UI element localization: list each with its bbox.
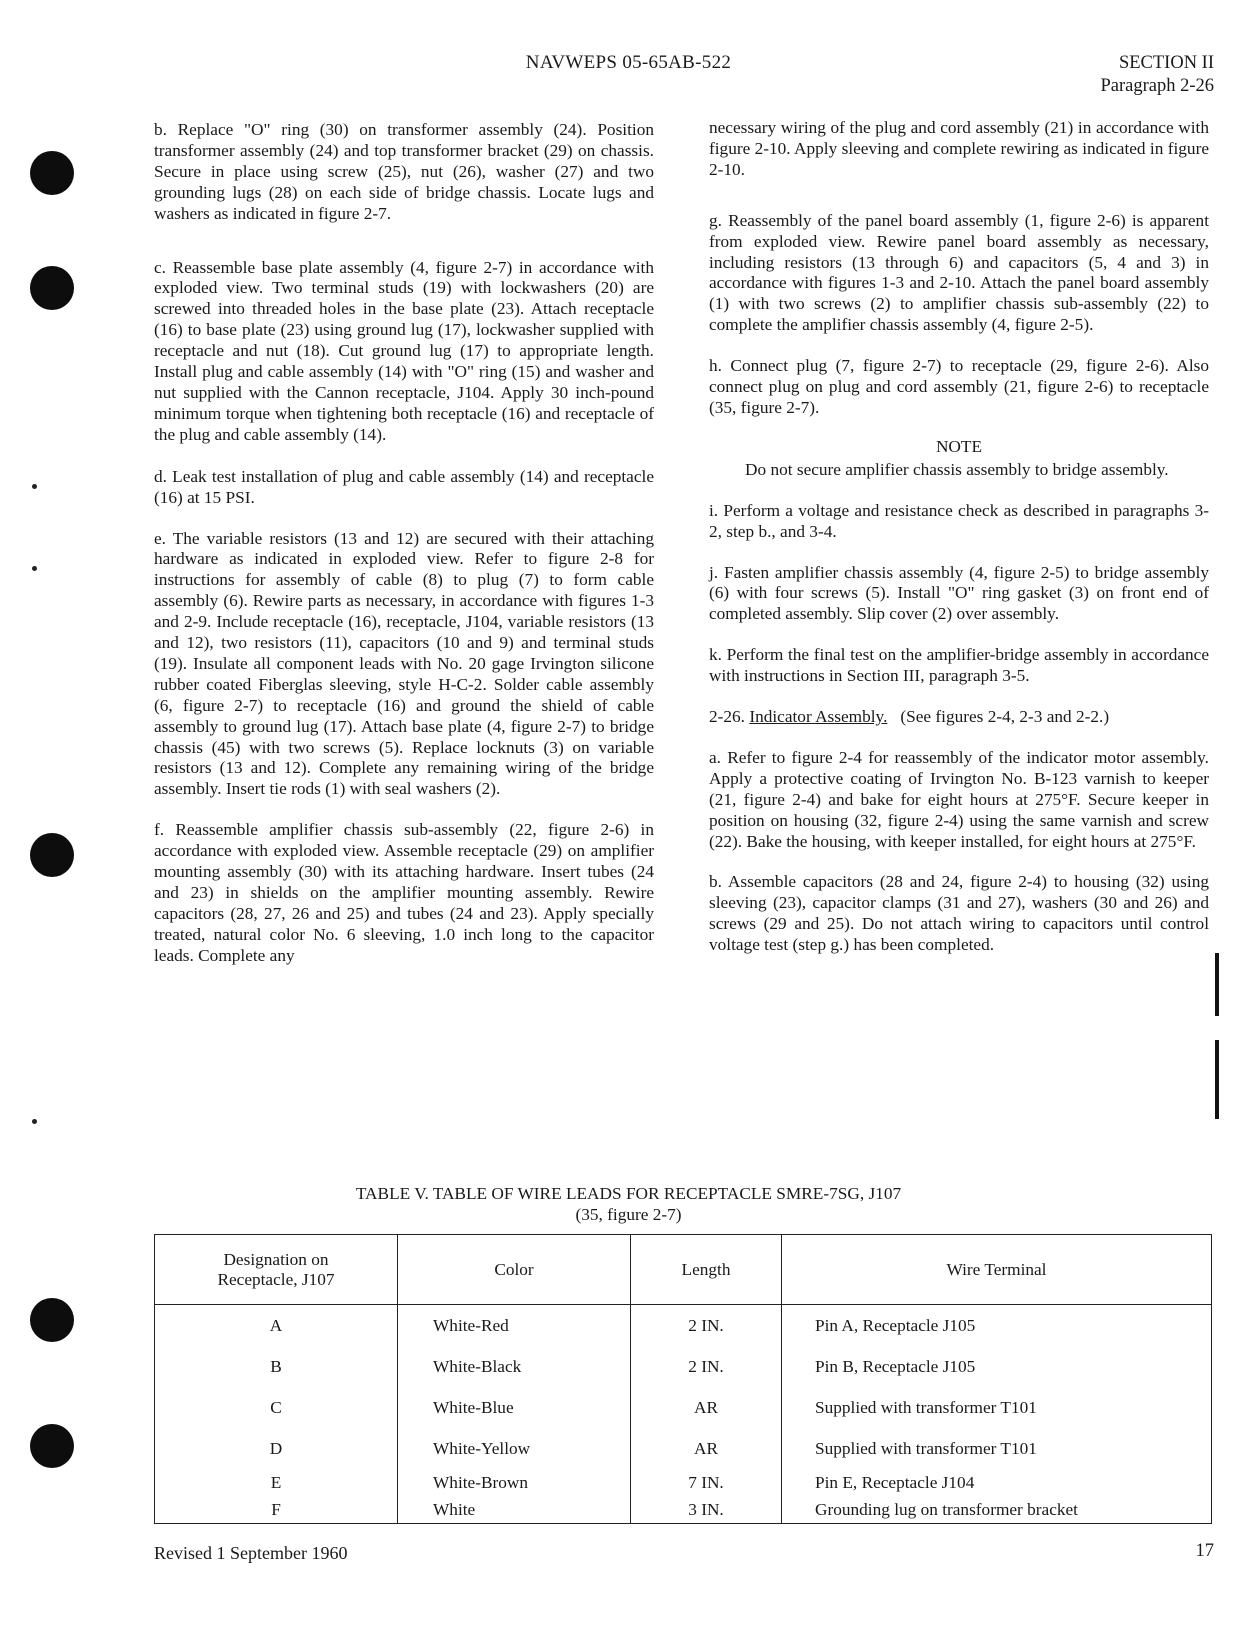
cell-color: White-Brown [398, 1469, 631, 1496]
cell-color: White-Yellow [398, 1428, 631, 1469]
table-title-line-1: TABLE V. TABLE OF WIRE LEADS FOR RECEPTACLE SMRE-7SG, J107 [355, 1184, 902, 1203]
step-k: k. Perform the final test on the amplifier-bridge assembly in accordance with instructions in Section III, paragraph 3-5. [709, 645, 1209, 686]
header-wire-terminal: Wire Terminal [782, 1235, 1212, 1305]
table-row [155, 1496, 1212, 1524]
cell-length: AR [631, 1428, 782, 1469]
binder-hole [30, 266, 74, 310]
header-designation-line-2: Receptacle, J107 [217, 1269, 335, 1289]
cell-terminal: Grounding lug on transformer bracket [782, 1496, 1212, 1524]
change-bar [1215, 1040, 1219, 1119]
binder-hole [30, 1298, 74, 1342]
paragraph-label: Paragraph 2-26 [1100, 76, 1214, 96]
note-title: NOTE [935, 436, 983, 456]
header-length: Length [631, 1235, 782, 1305]
left-column [154, 120, 654, 967]
table-header-row [155, 1235, 1212, 1305]
scan-speck [32, 566, 37, 571]
cell-length: AR [631, 1387, 782, 1428]
paragraph-reference: (See figures 2-4, 2-3 and 2-2.) [900, 707, 1110, 727]
step-h: h. Connect plug (7, figure 2-7) to receptacle (29, figure 2-6). Also connect plug on plug and cord assembly (21, figure 2-6) to receptacle (35, figure 2-7). [709, 356, 1209, 417]
step-a-indicator: a. Refer to figure 2-4 for reassembly of the indicator motor assembly. Apply a protective coating of Irvington No. B-123 varnish to keeper (21, figure 2-4) and bake for eight hours at 275°F. Secure keeper in position on housing (32, figure 2-4) using the same varnish and screw (22). Bake the housing, with keeper installed, for eight hours at 275°F. [709, 747, 1209, 851]
header-designation [155, 1235, 398, 1305]
binder-hole [30, 151, 74, 195]
step-i: i. Perform a voltage and resistance check as described in paragraphs 3-2, step b., and 3-4. [709, 500, 1209, 541]
table-row [155, 1428, 1212, 1469]
cell-color: White-Black [398, 1346, 631, 1387]
step-f: f. Reassemble amplifier chassis sub-assembly (22, figure 2-6) in accordance with exploded view. Assemble receptacle (29) on amplifier mounting assembly (30) with its attaching hardware. Insert tubes (24 and 23) in shields on the amplifier mounting assembly. Rewire capacitors (28, 27, 26 and 25) and tubes (24 and 23). Apply specially treated, natural color No. 6 sleeving, 1.0 inch long to the capacitor leads. Complete any [154, 820, 654, 965]
cell-terminal: Supplied with transformer T101 [782, 1428, 1212, 1469]
step-g: g. Reassembly of the panel board assembly (1, figure 2-6) is apparent from exploded view. Rewire panel board assembly as necessary, including resistors (13 through 6) and capacitors (5, 4 and 3) in accordance with figures 1-3 and 2-10. Attach the panel board assembly (1) with two screws (2) to amplifier chassis sub-assembly (22) to complete the amplifier chassis assembly (4, figure 2-5). [709, 210, 1209, 335]
cell-color: White-Red [398, 1305, 631, 1347]
step-c: c. Reassemble base plate assembly (4, figure 2-7) in accordance with exploded view. Two terminal studs (19) with lockwashers (20) are screwed into threaded holes in the base plate (23). Attach receptacle (16) to base plate (23) using ground lug (17), lockwasher supplied with receptacle and nut (18). Cut ground lug (17) to appropriate length. Install plug and cable assembly (14) with "O" ring (15) and washer and nut supplied with the Cannon receptacle, J104. Apply 30 inch-pound minimum torque when tightening both receptacle (16) and receptacle of the plug and cable assembly (14). [154, 257, 654, 444]
step-j: j. Fasten amplifier chassis assembly (4, figure 2-5) to bridge assembly (6) with four screws (5). Install "O" ring gasket (3) on front end of completed assembly. Slip cover (2) over assembly. [709, 562, 1209, 624]
cell-designation: F [155, 1496, 398, 1524]
cell-length: 7 IN. [631, 1469, 782, 1496]
cell-designation: C [155, 1387, 398, 1428]
cell-terminal: Pin E, Receptacle J104 [782, 1469, 1212, 1496]
right-column [709, 118, 1209, 956]
step-d: d. Leak test installation of plug and cable assembly (14) and receptacle (16) at 15 PSI. [154, 466, 654, 507]
section-header [1100, 52, 1214, 98]
binder-hole [30, 1424, 74, 1468]
paragraph-2-26-heading [709, 707, 1209, 728]
note-body: Do not secure amplifier chassis assembly to bridge assembly. [745, 459, 1169, 479]
step-f-continued: necessary wiring of the plug and cord assembly (21) in accordance with figure 2-10. Apply sleeving and complete rewiring as indicated in figure 2-10. [709, 118, 1209, 179]
page-number: 17 [1195, 1541, 1214, 1561]
cell-length: 2 IN. [631, 1305, 782, 1347]
table-title-line-2: (35, figure 2-7) [575, 1205, 682, 1224]
cell-terminal: Supplied with transformer T101 [782, 1387, 1212, 1428]
change-bar [1215, 953, 1219, 1016]
table-row [155, 1305, 1212, 1347]
binder-hole [30, 833, 74, 877]
cell-designation: B [155, 1346, 398, 1387]
wire-leads-table [154, 1234, 1212, 1524]
cell-designation: E [155, 1469, 398, 1496]
cell-length: 2 IN. [631, 1346, 782, 1387]
cell-designation: D [155, 1428, 398, 1469]
cell-color: White [398, 1496, 631, 1524]
scan-speck [32, 484, 37, 489]
table-title [0, 1183, 1257, 1225]
table-row [155, 1346, 1212, 1387]
paragraph-number: 2-26. [709, 707, 745, 727]
document-number: NAVWEPS 05-65AB-522 [525, 52, 732, 73]
step-b-indicator: b. Assemble capacitors (28 and 24, figure 2-4) to housing (32) using sleeving (23), capacitor clamps (31 and 27), washers (30 and 26) and screws (29 and 25). Do not attach wiring to capacitors until control voltage test (step g.) has been completed. [709, 872, 1209, 955]
header-color: Color [398, 1235, 631, 1305]
revision-date: Revised 1 September 1960 [154, 1543, 348, 1563]
table-row [155, 1387, 1212, 1428]
section-label: SECTION II [1118, 53, 1214, 73]
step-b: b. Replace "O" ring (30) on transformer assembly (24). Position transformer assembly (24) and top transformer bracket (29) on chassis. Secure in place using screw (25), nut (26), washer (27) and two grounding lugs (28) on each side of bridge chassis. Locate lugs and washers as indicated in figure 2-7. [154, 120, 654, 223]
table-row [155, 1469, 1212, 1496]
header-designation-line-1: Designation on [223, 1249, 329, 1269]
paragraph-title: Indicator Assembly. [749, 707, 888, 727]
cell-length: 3 IN. [631, 1496, 782, 1524]
cell-terminal: Pin A, Receptacle J105 [782, 1305, 1212, 1347]
scan-speck [32, 1119, 37, 1124]
cell-designation: A [155, 1305, 398, 1347]
cell-terminal: Pin B, Receptacle J105 [782, 1346, 1212, 1387]
cell-color: White-Blue [398, 1387, 631, 1428]
step-e: e. The variable resistors (13 and 12) are secured with their attaching hardware as indicated in exploded view. Refer to figure 2-8 for instructions for assembly of cable (8) to plug (7) to form cable assembly (6). Rewire parts as necessary, in accordance with figures 1-3 and 2-9. Include receptacle (16), receptacle, J104, variable resistors (13 and 12), two resistors (11), capacitors (10 and 9) and terminal studs (19). Insulate all component leads with No. 20 gage Irvington silicone rubber coated Fiberglas sleeving, style H-C-2. Solder cable assembly (6, figure 2-7) to receptacle (16) and ground the shield of cable assembly to ground lug (17). Attach base plate (4, figure 2-7) to bridge chassis (45) with two screws (5). Replace locknuts (3) on variable resistors (13 and 12). Complete any remaining wiring of the bridge assembly. Insert tie rods (1) with seal washers (2). [154, 528, 654, 799]
